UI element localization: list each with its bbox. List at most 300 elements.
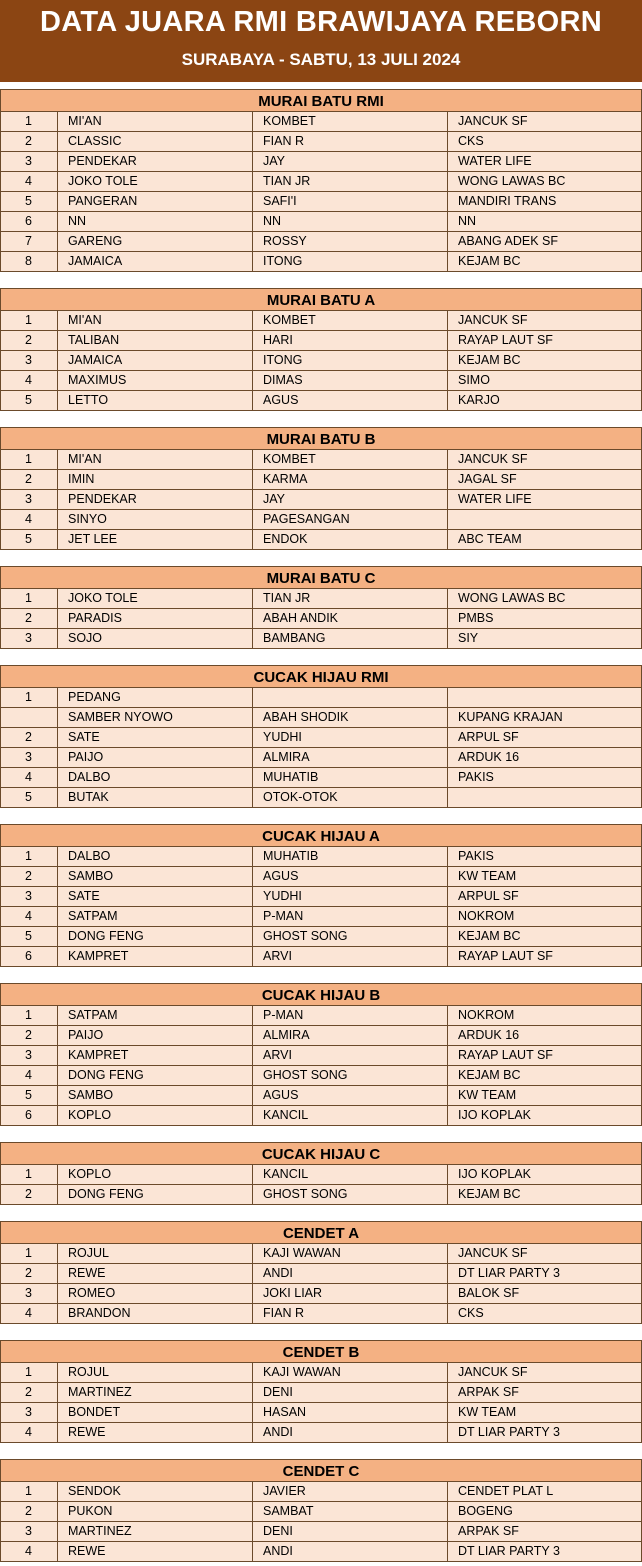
owner-name-cell: PAGESANGAN [263,512,350,526]
rank-cell: 3 [25,1048,32,1062]
team-name-cell: JANCUK SF [458,452,528,466]
table-row [0,1383,642,1403]
column-divider [57,172,58,191]
class-title: CUCAK HIJAU C [0,1142,642,1165]
bird-name-cell: KAMPRET [68,1048,129,1062]
class-title: CUCAK HIJAU A [0,824,642,847]
table-row [0,331,642,351]
owner-name-cell: NN [263,214,282,228]
column-divider [252,172,253,191]
bird-name-cell: JOKO TOLE [68,174,138,188]
bird-name-cell: LETTO [68,393,109,407]
column-divider [57,748,58,767]
column-divider [447,1244,448,1263]
owner-name-cell: ITONG [263,254,303,268]
owner-name-cell: DENI [263,1524,293,1538]
table-row [0,132,642,152]
column-divider [252,708,253,727]
rank-cell: 4 [25,512,32,526]
rank-cell: 2 [25,1385,32,1399]
rank-cell: 4 [25,1068,32,1082]
team-name-cell: KW TEAM [458,1088,517,1102]
rank-cell: 3 [25,492,32,506]
column-divider [57,947,58,966]
table-row [0,748,642,768]
table-row [0,311,642,331]
bird-name-cell: PANGERAN [68,194,138,208]
column-divider [447,132,448,151]
class-title: CENDET A [0,1221,642,1244]
team-name-cell: KEJAM BC [458,1187,521,1201]
column-divider [447,1086,448,1105]
column-divider [447,192,448,211]
bird-name-cell: SAMBO [68,869,114,883]
column-divider [252,112,253,131]
rank-cell: 3 [25,1405,32,1419]
rank-cell: 7 [25,234,32,248]
team-name-cell: NN [458,214,477,228]
owner-name-cell: MUHATIB [263,770,319,784]
rank-cell: 3 [25,353,32,367]
team-name-cell: JANCUK SF [458,114,528,128]
bird-name-cell: SAMBER NYOWO [68,710,173,724]
rank-cell: 2 [25,869,32,883]
column-divider [252,232,253,251]
column-divider [57,1066,58,1085]
bird-name-cell: CLASSIC [68,134,122,148]
table-row [0,1086,642,1106]
column-divider [447,1363,448,1382]
rank-cell: 2 [25,134,32,148]
column-divider [447,748,448,767]
table-row [0,1284,642,1304]
column-divider [447,311,448,330]
column-divider [447,212,448,231]
column-divider [252,1106,253,1125]
rank-cell: 2 [25,1266,32,1280]
bird-name-cell: SOJO [68,631,103,645]
team-name-cell: CKS [458,134,484,148]
rank-cell: 4 [25,1306,32,1320]
column-divider [447,510,448,529]
column-divider [57,1046,58,1065]
owner-name-cell: KOMBET [263,313,316,327]
class-title: CUCAK HIJAU B [0,983,642,1006]
table-row [0,232,642,252]
class-table [0,1340,642,1443]
column-divider [252,947,253,966]
team-name-cell: DT LIAR PARTY 3 [458,1425,560,1439]
column-divider [57,768,58,787]
table-row [0,1046,642,1066]
class-table [0,566,642,649]
rank-cell: 1 [25,313,32,327]
class-table [0,427,642,550]
column-divider [447,470,448,489]
table-row [0,1502,642,1522]
table-row [0,152,642,172]
table-row [0,490,642,510]
bird-name-cell: DONG FENG [68,1187,144,1201]
column-divider [57,1264,58,1283]
bird-name-cell: GARENG [68,234,123,248]
column-divider [447,1423,448,1442]
column-divider [57,688,58,707]
column-divider [57,252,58,271]
bird-name-cell: REWE [68,1266,106,1280]
rank-cell: 1 [25,690,32,704]
team-name-cell: ARDUK 16 [458,1028,520,1042]
table-row [0,1363,642,1383]
team-name-cell: DT LIAR PARTY 3 [458,1266,560,1280]
table-row [0,470,642,490]
class-table [0,1459,642,1562]
bird-name-cell: DONG FENG [68,929,144,943]
column-divider [252,1165,253,1184]
bird-name-cell: JOKO TOLE [68,591,138,605]
column-divider [57,1423,58,1442]
owner-name-cell: JOKI LIAR [263,1286,323,1300]
column-divider [447,1482,448,1501]
owner-name-cell: TIAN JR [263,591,311,605]
team-name-cell: JANCUK SF [458,1365,528,1379]
team-name-cell: KW TEAM [458,1405,517,1419]
column-divider [447,351,448,370]
team-name-cell: ABANG ADEK SF [458,234,559,248]
rank-cell: 2 [25,611,32,625]
table-row [0,212,642,232]
table-row [0,1066,642,1086]
class-table [0,983,642,1126]
column-divider [252,132,253,151]
owner-name-cell: ITONG [263,353,303,367]
column-divider [252,470,253,489]
column-divider [252,887,253,906]
column-divider [252,1006,253,1025]
team-name-cell: ARPAK SF [458,1524,519,1538]
column-divider [252,867,253,886]
column-divider [252,1244,253,1263]
column-divider [252,212,253,231]
rank-cell: 2 [25,1187,32,1201]
column-divider [252,1026,253,1045]
owner-name-cell: FIAN R [263,1306,304,1320]
team-name-cell: SIMO [458,373,490,387]
column-divider [447,1542,448,1561]
column-divider [57,331,58,350]
rank-cell: 5 [25,929,32,943]
owner-name-cell: BAMBANG [263,631,326,645]
column-divider [57,728,58,747]
owner-name-cell: HASAN [263,1405,307,1419]
table-row [0,629,642,649]
column-divider [57,887,58,906]
rank-cell: 4 [25,1425,32,1439]
column-divider [447,927,448,946]
bird-name-cell: ROJUL [68,1365,109,1379]
column-divider [57,311,58,330]
column-divider [252,1542,253,1561]
column-divider [252,927,253,946]
column-divider [447,768,448,787]
rank-cell: 1 [25,1484,32,1498]
owner-name-cell: ENDOK [263,532,308,546]
owner-name-cell: KAJI WAWAN [263,1246,341,1260]
column-divider [252,1304,253,1323]
column-divider [447,708,448,727]
team-name-cell: JANCUK SF [458,1246,528,1260]
column-divider [447,252,448,271]
owner-name-cell: YUDHI [263,889,302,903]
column-divider [57,371,58,390]
table-row [0,947,642,967]
column-divider [252,1363,253,1382]
team-name-cell: NOKROM [458,909,515,923]
column-divider [447,847,448,866]
table-row [0,1482,642,1502]
owner-name-cell: MUHATIB [263,849,319,863]
column-divider [57,1244,58,1263]
team-name-cell: KW TEAM [458,869,517,883]
column-divider [57,510,58,529]
column-divider [57,589,58,608]
owner-name-cell: YUDHI [263,730,302,744]
team-name-cell: KEJAM BC [458,1068,521,1082]
bird-name-cell: BUTAK [68,790,109,804]
team-name-cell: CENDET PLAT L [458,1484,554,1498]
column-divider [57,927,58,946]
column-divider [57,609,58,628]
rank-cell: 5 [25,1088,32,1102]
rank-cell: 3 [25,750,32,764]
column-divider [57,847,58,866]
bird-name-cell: DALBO [68,849,111,863]
bird-name-cell: SATE [68,730,100,744]
team-name-cell: KEJAM BC [458,353,521,367]
column-divider [447,1106,448,1125]
owner-name-cell: P-MAN [263,909,304,923]
bird-name-cell: MI'AN [68,114,102,128]
column-divider [57,1106,58,1125]
class-table [0,824,642,967]
column-divider [57,530,58,549]
column-divider [57,1304,58,1323]
class-table [0,89,642,272]
table-row [0,112,642,132]
bird-name-cell: MI'AN [68,313,102,327]
column-divider [447,1026,448,1045]
column-divider [447,331,448,350]
column-divider [447,1502,448,1521]
bird-name-cell: BRANDON [68,1306,131,1320]
team-name-cell: BOGENG [458,1504,513,1518]
bird-name-cell: SINYO [68,512,107,526]
table-row [0,907,642,927]
column-divider [252,688,253,707]
team-name-cell: SIY [458,631,479,645]
rank-cell: 6 [25,214,32,228]
team-name-cell: ARDUK 16 [458,750,520,764]
column-divider [252,1502,253,1521]
rank-cell: 1 [25,1167,32,1181]
table-row [0,1006,642,1026]
column-divider [447,1383,448,1402]
rank-cell: 6 [25,1108,32,1122]
table-row [0,728,642,748]
column-divider [57,1363,58,1382]
table-row [0,847,642,867]
column-divider [447,112,448,131]
table-row [0,927,642,947]
bird-name-cell: KAMPRET [68,949,129,963]
rank-cell: 5 [25,393,32,407]
table-row [0,252,642,272]
column-divider [57,1502,58,1521]
bird-name-cell: BONDET [68,1405,121,1419]
team-name-cell: IJO KOPLAK [458,1167,531,1181]
column-divider [252,629,253,648]
rank-cell: 8 [25,254,32,268]
column-divider [447,947,448,966]
rank-cell: 2 [25,1028,32,1042]
bird-name-cell: MARTINEZ [68,1385,132,1399]
rank-cell: 2 [25,472,32,486]
column-divider [447,391,448,410]
bird-name-cell: SATPAM [68,1008,118,1022]
team-name-cell: PAKIS [458,849,494,863]
table-row [0,1403,642,1423]
table-row [0,192,642,212]
column-divider [447,1046,448,1065]
column-divider [447,887,448,906]
bird-name-cell: TALIBAN [68,333,120,347]
owner-name-cell: OTOK-OTOK [263,790,338,804]
page-title: DATA JUARA RMI BRAWIJAYA REBORN [40,6,602,38]
team-name-cell: DT LIAR PARTY 3 [458,1544,560,1558]
table-row [0,1185,642,1205]
table-row [0,867,642,887]
class-title: MURAI BATU C [0,566,642,589]
team-name-cell: IJO KOPLAK [458,1108,531,1122]
column-divider [447,1284,448,1303]
owner-name-cell: ANDI [263,1544,293,1558]
owner-name-cell: KANCIL [263,1167,309,1181]
rank-cell: 1 [25,1246,32,1260]
owner-name-cell: JAVIER [263,1484,306,1498]
column-divider [57,1482,58,1501]
table-row [0,1423,642,1443]
column-divider [252,1423,253,1442]
bird-name-cell: ROMEO [68,1286,116,1300]
rank-cell: 4 [25,174,32,188]
rank-cell: 1 [25,114,32,128]
bird-name-cell: REWE [68,1425,106,1439]
owner-name-cell: KARMA [263,472,308,486]
team-name-cell: BALOK SF [458,1286,520,1300]
class-title: CENDET B [0,1340,642,1363]
owner-name-cell: AGUS [263,393,299,407]
owner-name-cell: ROSSY [263,234,307,248]
column-divider [57,629,58,648]
column-divider [447,589,448,608]
column-divider [447,1264,448,1283]
owner-name-cell: ABAH ANDIK [263,611,339,625]
column-divider [447,907,448,926]
bird-name-cell: PENDEKAR [68,492,137,506]
owner-name-cell: DIMAS [263,373,303,387]
column-divider [57,1284,58,1303]
owner-name-cell: ANDI [263,1266,293,1280]
class-table [0,1221,642,1324]
column-divider [57,112,58,131]
bird-name-cell: PUKON [68,1504,113,1518]
column-divider [252,391,253,410]
column-divider [447,232,448,251]
column-divider [252,1522,253,1541]
table-row [0,510,642,530]
rank-cell: 1 [25,1008,32,1022]
owner-name-cell: HARI [263,333,293,347]
column-divider [57,1006,58,1025]
team-name-cell: KARJO [458,393,500,407]
table-row [0,708,642,728]
team-name-cell: RAYAP LAUT SF [458,949,553,963]
column-divider [57,1522,58,1541]
bird-name-cell: MAXIMUS [68,373,127,387]
rank-cell: 3 [25,154,32,168]
rank-cell: 6 [25,949,32,963]
rank-cell: 4 [25,909,32,923]
table-row [0,788,642,808]
column-divider [252,1046,253,1065]
owner-name-cell: AGUS [263,1088,299,1102]
owner-name-cell: AGUS [263,869,299,883]
team-name-cell: ABC TEAM [458,532,522,546]
rank-cell: 4 [25,1544,32,1558]
owner-name-cell: ALMIRA [263,1028,310,1042]
table-row [0,172,642,192]
column-divider [447,688,448,707]
column-divider [252,1284,253,1303]
table-row [0,609,642,629]
column-divider [252,589,253,608]
class-title: CUCAK HIJAU RMI [0,665,642,688]
rank-cell: 5 [25,194,32,208]
table-row [0,589,642,609]
owner-name-cell: SAMBAT [263,1504,314,1518]
column-divider [252,847,253,866]
team-name-cell: ARPUL SF [458,730,519,744]
rank-cell: 1 [25,452,32,466]
owner-name-cell: GHOST SONG [263,929,348,943]
team-name-cell: KUPANG KRAJAN [458,710,563,724]
column-divider [57,907,58,926]
bird-name-cell: SATPAM [68,909,118,923]
column-divider [252,152,253,171]
table-row [0,1026,642,1046]
owner-name-cell: FIAN R [263,134,304,148]
owner-name-cell: ABAH SHODIK [263,710,349,724]
owner-name-cell: KOMBET [263,452,316,466]
column-divider [252,728,253,747]
owner-name-cell: KANCIL [263,1108,309,1122]
column-divider [447,152,448,171]
bird-name-cell: PEDANG [68,690,121,704]
rank-cell: 1 [25,849,32,863]
column-divider [252,1482,253,1501]
column-divider [252,788,253,807]
bird-name-cell: DONG FENG [68,1068,144,1082]
